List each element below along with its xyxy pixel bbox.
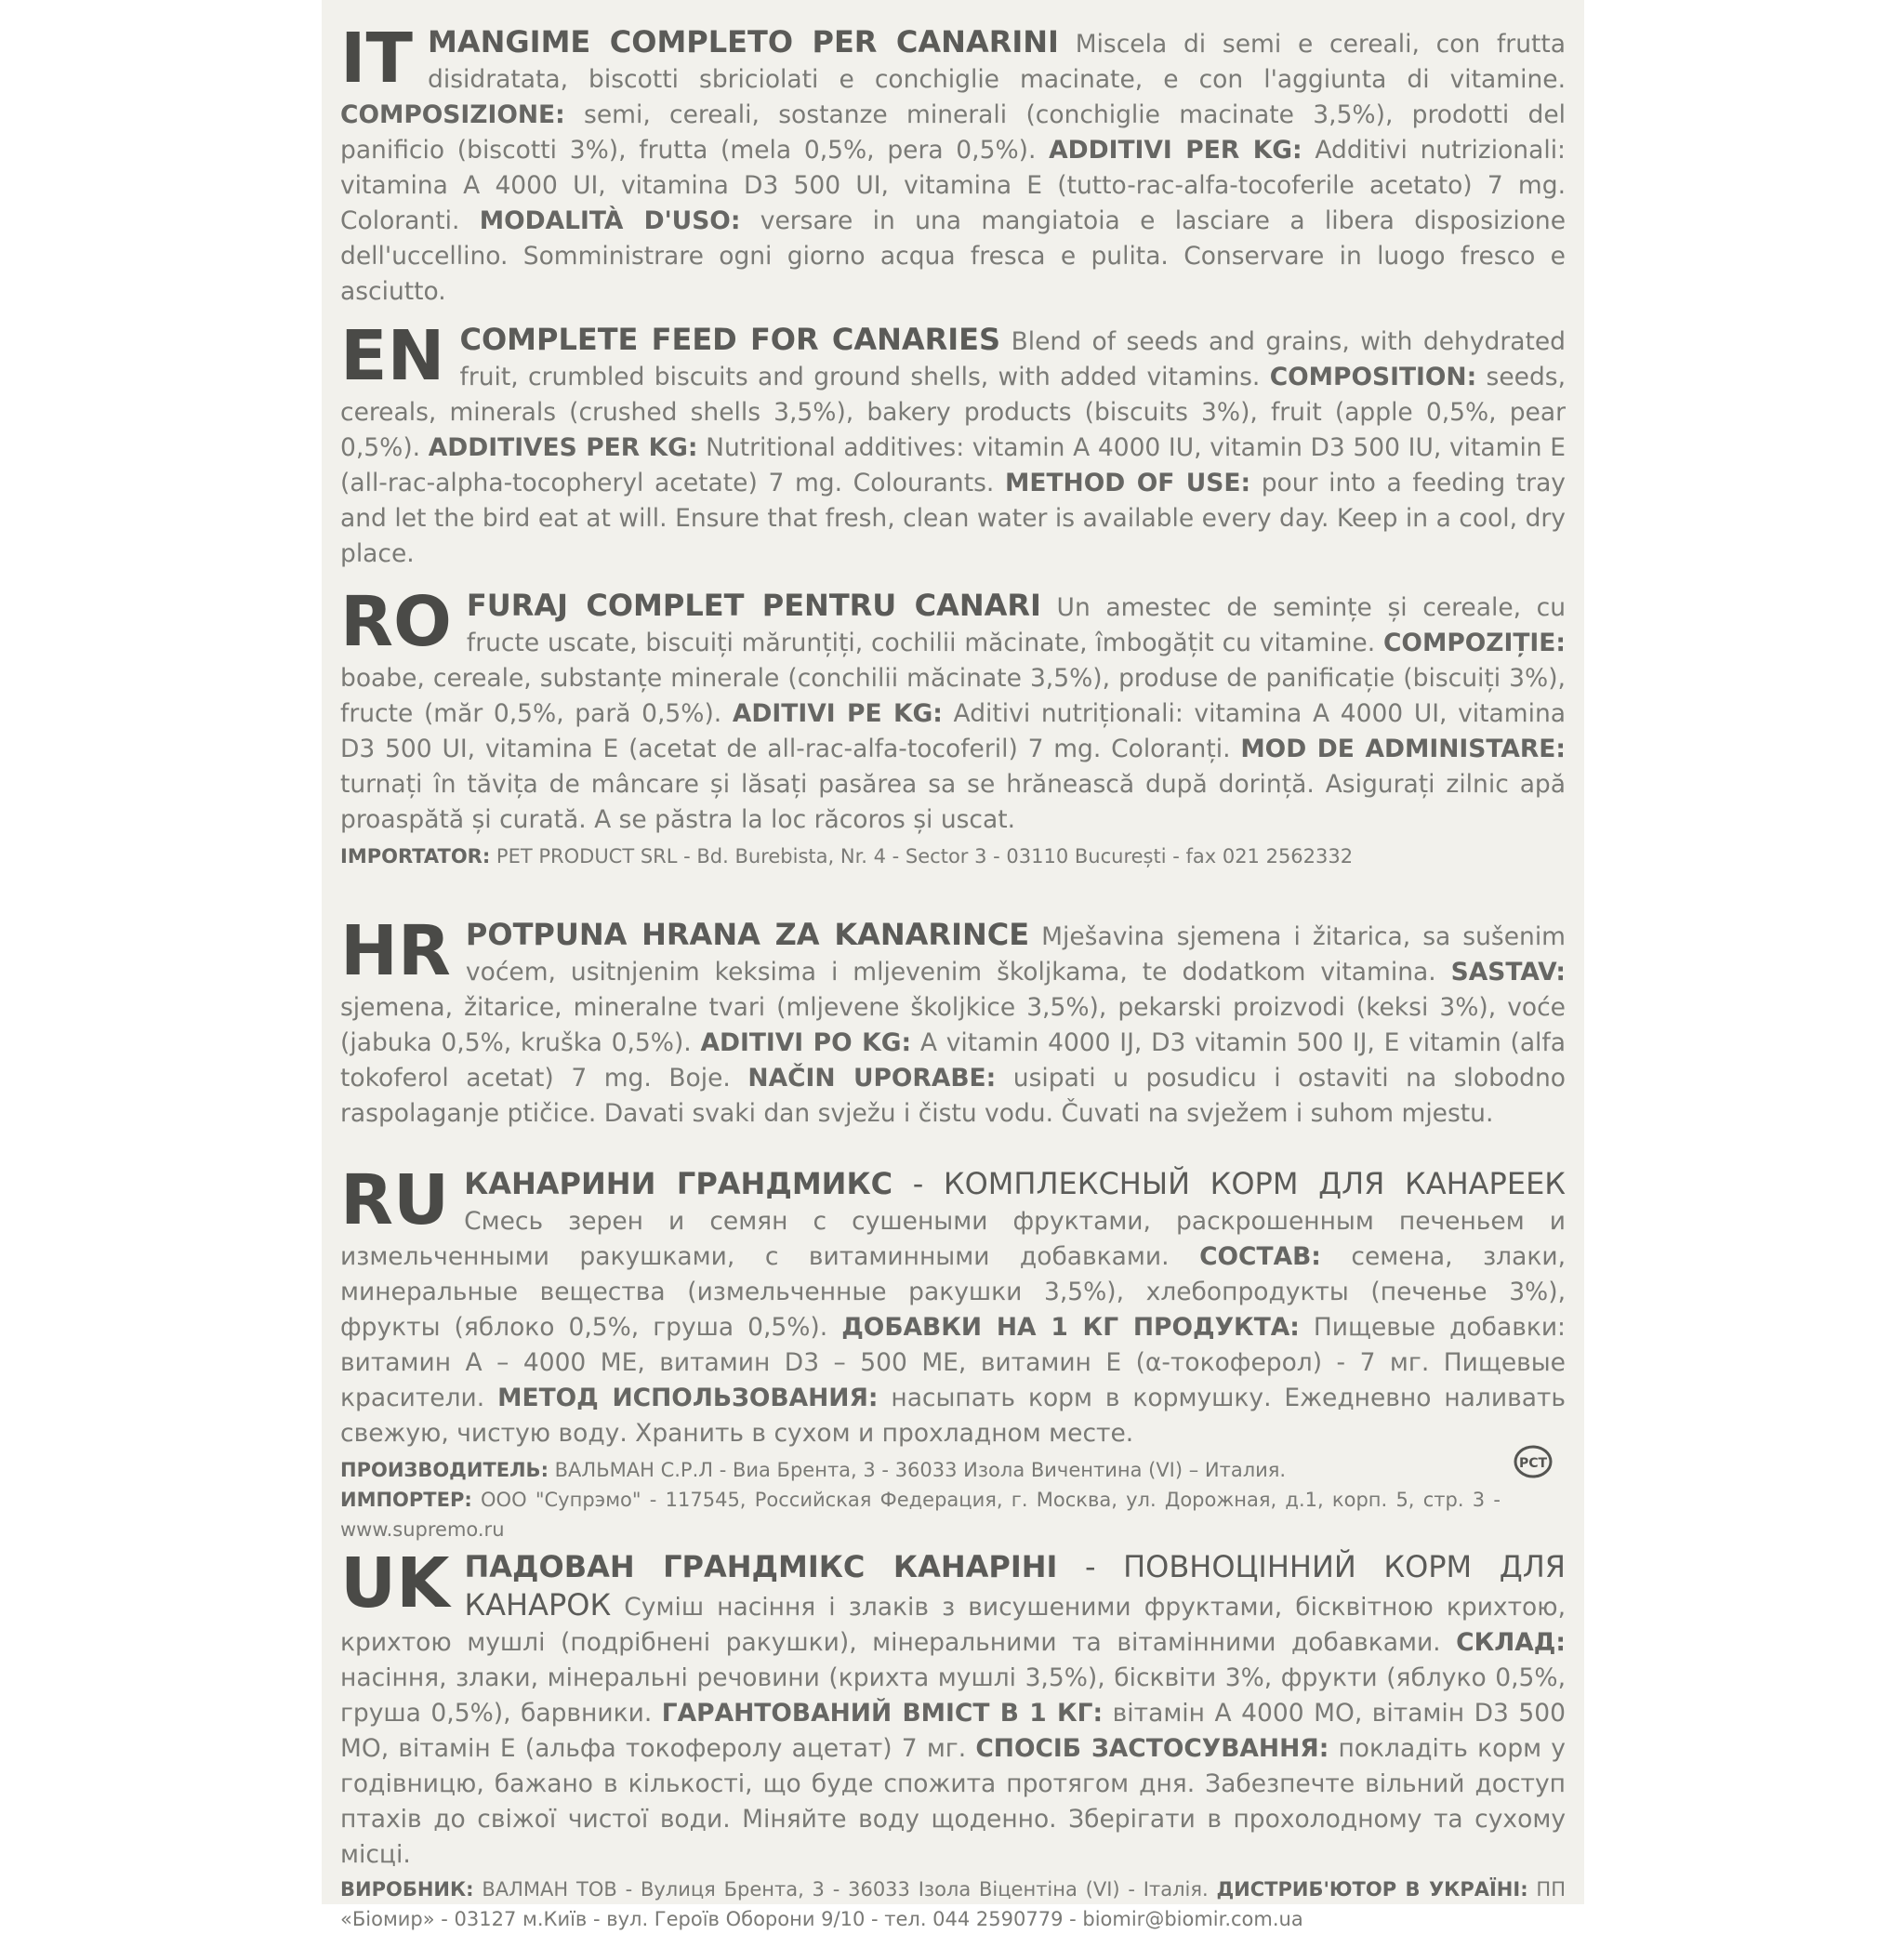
intro-text: Mješavina sjemena i žitarica, sa sušenim voćem, usitnjenim keksima i mljevenim školjkama, te dodatkom vitamina.: [465, 922, 1566, 987]
producer-label: ВИРОБНИК:: [340, 1878, 474, 1901]
composition-text: семена, злаки, минеральные вещества (измельченные ракушки 3,5%), хлебопродукты (печенье 3%), фрукты (яблоко 0,5%, груша 0,5%).: [340, 1242, 1566, 1342]
importer-line: [340, 1485, 1566, 1544]
producer-line: [340, 1455, 1566, 1485]
importer-label: IMPORTATOR:: [340, 845, 491, 868]
importer-label: ИМПОРТЕР:: [340, 1489, 472, 1511]
section-title: FURAJ COMPLET PENTRU CANARI: [466, 588, 1041, 623]
additives-heading: ADDITIVES PER KG:: [428, 433, 698, 462]
section-ro: [340, 582, 1567, 871]
section-title: MANGIME COMPLETO PER CANARINI: [428, 24, 1059, 60]
intro-text: Смесь зерен и семян с сушеными фруктами, раскрошенным печеньем и измельченными ракушками, с витаминными добавками.: [340, 1207, 1566, 1271]
intro-text: Blend of seeds and grains, with dehydrated fruit, crumbled biscuits and ground shells, with added vitamins.: [459, 327, 1566, 391]
intro-text: Un amestec de semințe și cereale, cu fructe uscate, biscuiți mărunțiți, cochilii măcinate, îmbogățit cu vitamine.: [466, 593, 1567, 657]
additives-heading: ADITIVI PO KG:: [700, 1028, 912, 1057]
usage-text: usipati u posudicu i ostaviti na slobodno raspolaganje ptičice. Davati svaki dan svježu i čistu vodu. Čuvati na svježem i suhom mjestu.: [340, 1064, 1566, 1128]
composition-text: semi, cereali, sostanze minerali (conchiglie macinate 3,5%), prodotti del panificio (biscotti 3%), frutta (mela 0,5%, pera 0,5%).: [340, 100, 1566, 165]
additives-text: Nutritional additives: vitamin A 4000 IU, vitamin D3 500 IU, vitamin E (all-rac-alpha-tocopheryl acetate) 7 mg. Colourants.: [340, 433, 1566, 497]
certification-mark-icon: [1514, 1444, 1553, 1479]
importer-text: ООО "Супрэмо" - 117545, Российская Федерация, г. Москва, ул. Дорожная, д.1, корп. 5, стр. 3 - www.supremo.ru: [340, 1489, 1501, 1541]
usage-text: насыпать корм в кормушку. Ежедневно наливать свежую, чистую воду. Хранить в сухом и прохладном месте.: [340, 1384, 1566, 1448]
usage-text: pour into a feeding tray and let the bird eat at will. Ensure that fresh, clean water is available every day. Keep in a cool, dry place.: [340, 469, 1566, 568]
usage-text: turnați în tăvița de mâncare și lăsați pasărea sa se hrănească după dorință. Asigurați zilnic apă proaspătă și curată. A se păstra la loc răcoros și uscat.: [340, 770, 1566, 834]
producer-text: ВАЛЬМАН С.Р.Л - Виа Брента, 3 - 36033 Изола Вичентина (VI) – Италия.: [548, 1459, 1287, 1481]
additives-text: A vitamin 4000 IJ, D3 vitamin 500 IJ, E vitamin (alfa tokoferol acetat) 7 mg. Boje.: [340, 1028, 1566, 1093]
usage-heading: METHOD OF USE:: [1004, 469, 1251, 497]
additives-text: Additivi nutrizionali: vitamina A 4000 UI, vitamina D3 500 UI, vitamina E (tutto-rac-alfa-tocoferile acetato) 7 mg. Coloranti.: [340, 136, 1566, 235]
additives-text: вітамін А 4000 МО, вітамін D3 500 МО, вітамін Е (альфа токоферолу ацетат) 7 мг.: [340, 1699, 1566, 1763]
section-title: POTPUNA HRANA ZA KANARINCE: [465, 917, 1030, 952]
usage-text: versare in una mangiatoia e lasciare a libera disposizione dell'uccellino. Somministrare ogni giorno acqua fresca e pulita. Conservare in luogo fresco e asciutto.: [340, 206, 1567, 306]
section-en: [340, 316, 1567, 572]
intro-text: Miscela di semi e cereali, con frutta disidratata, biscotti sbriciolati e conchiglie macinate, e con l'aggiunta di vitamine.: [428, 30, 1567, 94]
usage-text: покладіть корм у годівницю, бажано в кількості, що буде спожита протягом дня. Забезпечте вільний доступ птахів до свіжої чистої води. Міняйте воду щоденно. Зберігати в прохолодному та сухому місці.: [340, 1734, 1566, 1869]
section-ru: [340, 1160, 1567, 1544]
additives-heading: ДОБАВКИ НА 1 КГ ПРОДУКТА:: [841, 1313, 1300, 1342]
language-code: IT: [340, 19, 414, 99]
intro-text: Суміш насіння і злаків з висушеними фруктами, бісквітною крихтою, крихтою мушлі (подрібнені ракушки), мінеральними та вітамінними добавками.: [340, 1593, 1566, 1657]
section-subtitle: - ПОВНОЦІННИЙ КОРМ ДЛЯ КАНАРОК: [464, 1549, 1567, 1623]
producer-label: ПРОИЗВОДИТЕЛЬ:: [340, 1459, 549, 1481]
section-uk: [340, 1543, 1567, 1934]
composition-text: seeds, cereals, minerals (crushed shells 3,5%), bakery products (biscuits 3%), fruit (apple 0,5%, pear 0,5%).: [340, 363, 1567, 462]
composition-text: boabe, cereale, substanțe minerale (conchilii măcinate 3,5%), produse de panificație (biscuiți 3%), fructe (măr 0,5%, pară 0,5%).: [340, 664, 1566, 728]
distributor-label: ДИСТРИБ'ЮТОР В УКРАЇНІ:: [1216, 1878, 1528, 1901]
composition-heading: СКЛАД:: [1456, 1628, 1566, 1657]
section-title: КАНАРИНИ ГРАНДМИКС: [464, 1166, 893, 1201]
producer-text: ВАЛМАН ТОВ - Вулиця Брента, 3 - 36033 Ізола Віцентіна (VI) - Італія.: [473, 1878, 1217, 1901]
section-subtitle: - КОМПЛЕКСНЫЙ КОРМ ДЛЯ КАНАРЕЕК: [892, 1166, 1567, 1201]
additives-heading: ADDITIVI PER KG:: [1049, 136, 1302, 165]
composition-text: насіння, злаки, мінеральні речовини (крихта мушлі 3,5%), бісквіти 3%, фрукти (яблуко 0,5%, груша 0,5%), барвники.: [340, 1663, 1566, 1728]
language-code: RO: [340, 582, 452, 662]
additives-text: Aditivi nutriționali: vitamina A 4000 UI, vitamina D3 500 UI, vitamina E (acetat de all-rac-alfa-tocoferil) 7 mg. Coloranți.: [340, 699, 1567, 763]
importer-line: [340, 841, 1566, 871]
language-code: RU: [340, 1160, 450, 1240]
section-title: COMPLETE FEED FOR CANARIES: [459, 322, 1001, 357]
composition-heading: COMPOSIZIONE:: [340, 100, 565, 129]
section-title: ПАДОВАН ГРАНДМІКС КАНАРІНІ: [464, 1549, 1058, 1584]
language-code: EN: [340, 316, 445, 396]
composition-text: sjemena, žitarice, mineralne tvari (mljevene školjkice 3,5%), pekarski proizvodi (keksi 3%), voće (jabuka 0,5%, kruška 0,5%).: [340, 993, 1566, 1057]
importer-text: PET PRODUCT SRL - Bd. Burebista, Nr. 4 - Sector 3 - 03110 București - fax 021 2562332: [490, 845, 1354, 868]
language-code: UK: [340, 1543, 450, 1623]
section-it: [340, 19, 1567, 310]
composition-heading: COMPOSITION:: [1269, 363, 1477, 391]
composition-heading: СОСТАВ:: [1199, 1242, 1321, 1271]
certification-mark-text: РСТ: [1518, 1456, 1548, 1471]
language-code: HR: [340, 911, 451, 991]
additives-heading: ГАРАНТОВАНИЙ ВМІСТ В 1 КГ:: [661, 1699, 1104, 1728]
section-hr: [340, 911, 1566, 1132]
composition-heading: COMPOZIȚIE:: [1382, 629, 1566, 657]
usage-heading: NAČIN UPORABE:: [747, 1064, 997, 1093]
usage-heading: MODALITÀ D'USO:: [479, 206, 741, 235]
composition-heading: SASTAV:: [1450, 958, 1566, 987]
additives-heading: ADITIVI PE KG:: [732, 699, 943, 728]
additives-text: Пищевые добавки: витамин А – 4000 МЕ, витамин D3 – 500 МЕ, витамин Е (α-токоферол) - 7 мг. Пищевые красители.: [340, 1313, 1566, 1412]
distributor-text: ПП «Біомир» - 03127 м.Київ - вул. Героїв Оборони 9/10 - тел. 044 2590779 - biomir@biomir.com.ua: [340, 1878, 1566, 1930]
usage-heading: СПОСІБ ЗАСТОСУВАННЯ:: [975, 1734, 1329, 1763]
usage-heading: МЕТОД ИСПОЛЬЗОВАНИЯ:: [497, 1384, 879, 1412]
producer-line: [340, 1874, 1566, 1934]
usage-heading: MOD DE ADMINISTARE:: [1240, 735, 1567, 763]
